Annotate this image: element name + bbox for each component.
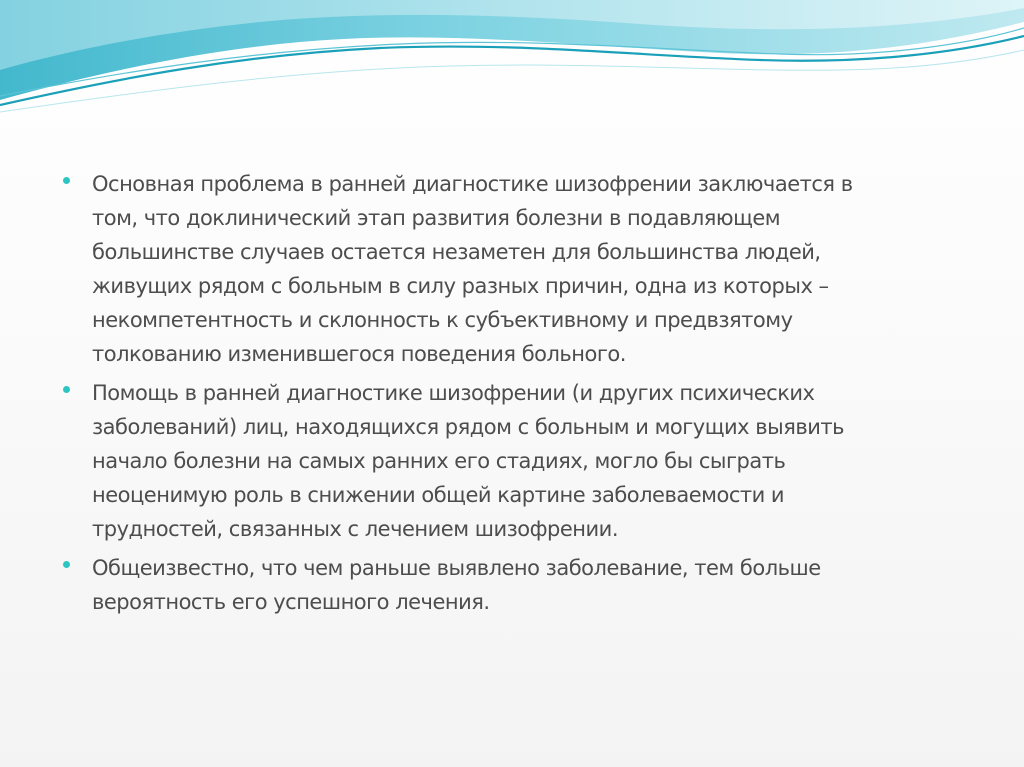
- bullet-line: заболеваний) лиц, находящихся рядом с больным и могущих выявить: [92, 415, 844, 439]
- bullet-line: том, что доклинический этап развития болезни в подавляющем: [92, 206, 781, 230]
- bullet-text: [92, 551, 972, 619]
- bullet-line: толкованию изменившегося поведения больного.: [92, 342, 626, 366]
- bullet-line: большинстве случаев остается незаметен для большинства людей,: [92, 240, 821, 264]
- bullet-line: трудностей, связанных с лечением шизофрении.: [92, 517, 619, 541]
- bullet-line: Основная проблема в ранней диагностике шизофрении заключается в: [92, 172, 853, 196]
- bullet-line: некомпетентность и склонность к субъективному и предвзятому: [92, 308, 793, 332]
- bullet-item: [92, 376, 972, 546]
- bullet-line: вероятность его успешного лечения.: [92, 590, 490, 614]
- header-wave-decoration: [0, 0, 1024, 130]
- bullet-line: Общеизвестно, что чем раньше выявлено заболевание, тем больше: [92, 556, 821, 580]
- bullet-line: неоценимую роль в снижении общей картине заболеваемости и: [92, 483, 785, 507]
- bullet-item: [92, 551, 972, 619]
- bullet-text: [92, 376, 972, 546]
- bullet-text: [92, 167, 972, 371]
- bullet-line: живущих рядом с больным в силу разных причин, одна из которых –: [92, 274, 829, 298]
- bullet-line: Помощь в ранней диагностике шизофрении (и других психических: [92, 381, 815, 405]
- bullet-list: [92, 167, 972, 624]
- bullet-line: начало болезни на самых ранних его стадиях, могло бы сыграть: [92, 449, 786, 473]
- bullet-item: [92, 167, 972, 371]
